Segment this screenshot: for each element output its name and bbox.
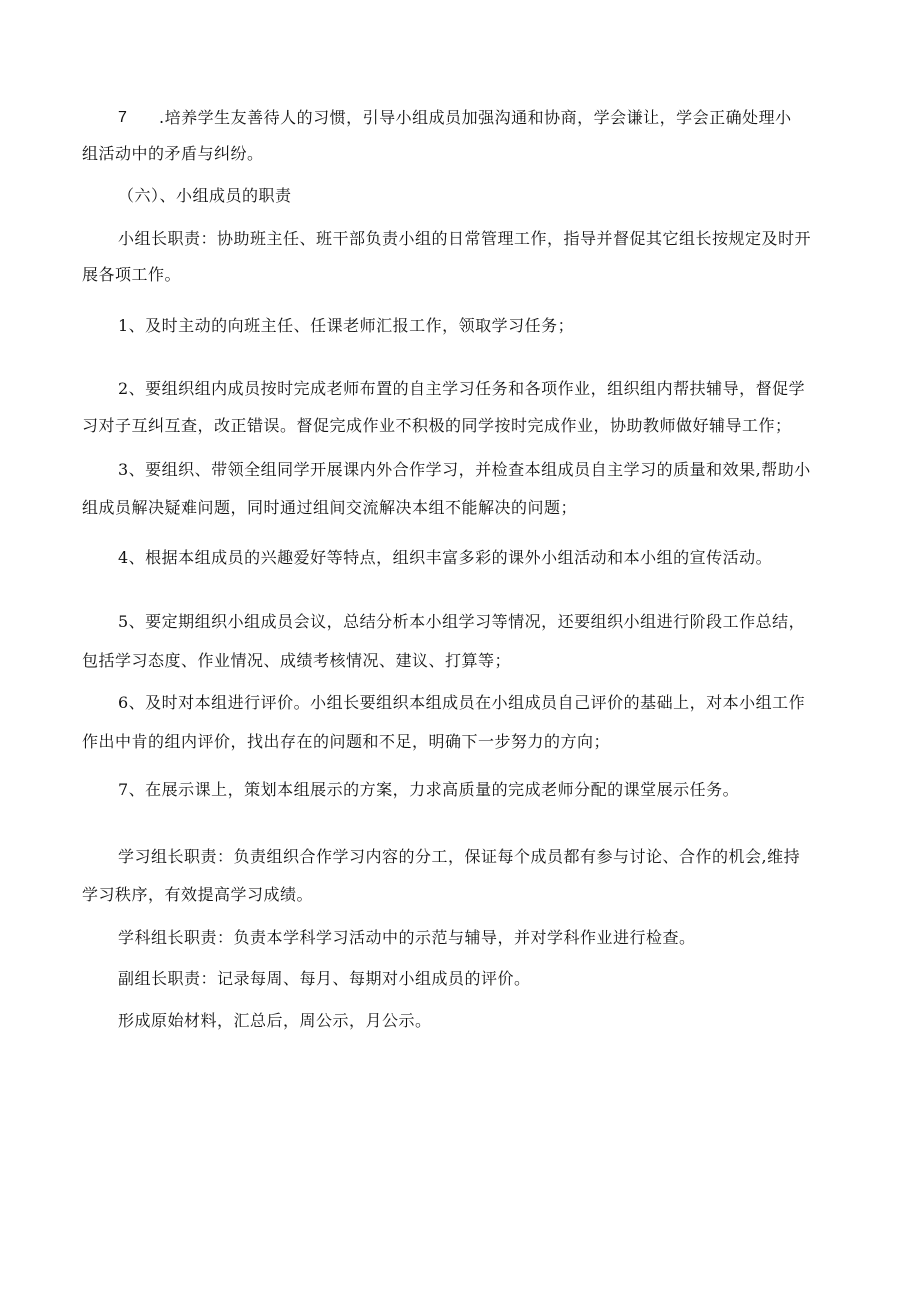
item-3-line-2: 组成员解决疑难问题，同时通过组间交流解决本组不能解决的问题； xyxy=(82,498,578,517)
item-3-line-1: 3、要组织、带领全组同学开展课内外合作学习，并检查本组成员自主学习的质量和效果,帮助小 xyxy=(118,460,811,479)
paragraph-7-line-1: .培养学生友善待人的习惯，引导小组成员加强沟通和协商，学会谦让，学会正确处理小 xyxy=(159,108,792,127)
item-7-line-1: 7、在展示课上，策划本组展示的方案，力求高质量的完成老师分配的课堂展示任务。 xyxy=(118,780,740,799)
study-leader-line-1: 学习组长职责：负责组织合作学习内容的分工，保证每个成员都有参与讨论、合作的机会,维持 xyxy=(118,847,801,866)
item-4-line-1: 4、根据本组成员的兴趣爱好等特点，组织丰富多彩的课外小组活动和本小组的宣传活动。 xyxy=(118,548,773,567)
leader-duty-line-1: 小组长职责：协助班主任、班干部负责小组的日常管理工作，指导并督促其它组长按规定及时开 xyxy=(118,229,812,248)
subject-leader-line: 学科组长职责：负责本学科学习活动中的示范与辅导，并对学科作业进行检查。 xyxy=(118,928,696,947)
item-1-line-1: 1、及时主动的向班主任、任课老师汇报工作，领取学习任务； xyxy=(118,316,575,335)
item-2-line-2: 习对子互纠互查，改正错误。督促完成作业不积极的同学按时完成作业，协助教师做好辅导工作； xyxy=(82,416,792,435)
item-5-line-2: 包括学习态度、作业情况、成绩考核情况、建议、打算等； xyxy=(82,651,512,670)
paragraph-7-line-2: 组活动中的矛盾与纠纷。 xyxy=(82,144,264,163)
paragraph-7-number: 7 xyxy=(118,109,127,126)
leader-duty-line-2: 展各项工作。 xyxy=(82,265,182,284)
closing-line: 形成原始材料，汇总后，周公示，月公示。 xyxy=(118,1011,432,1030)
item-6-line-1: 6、及时对本组进行评价。小组长要组织本组成员在小组成员自己评价的基础上，对本小组工作 xyxy=(118,693,806,712)
study-leader-line-2: 学习秩序，有效提高学习成绩。 xyxy=(82,885,314,904)
item-2-line-1: 2、要组织组内成员按时完成老师布置的自主学习任务和各项作业，组织组内帮扶辅导，督促学 xyxy=(118,379,806,398)
item-5-line-1: 5、要定期组织小组成员会议，总结分析本小组学习等情况，还要组织小组进行阶段工作总结， xyxy=(118,612,806,631)
item-6-line-2: 作出中肯的组内评价，找出存在的问题和不足，明确下一步努力的方向； xyxy=(82,732,611,751)
section-heading: （六）、小组成员的职责 xyxy=(118,186,292,205)
vice-leader-line: 副组长职责：记录每周、每月、每期对小组成员的评价。 xyxy=(118,969,531,988)
